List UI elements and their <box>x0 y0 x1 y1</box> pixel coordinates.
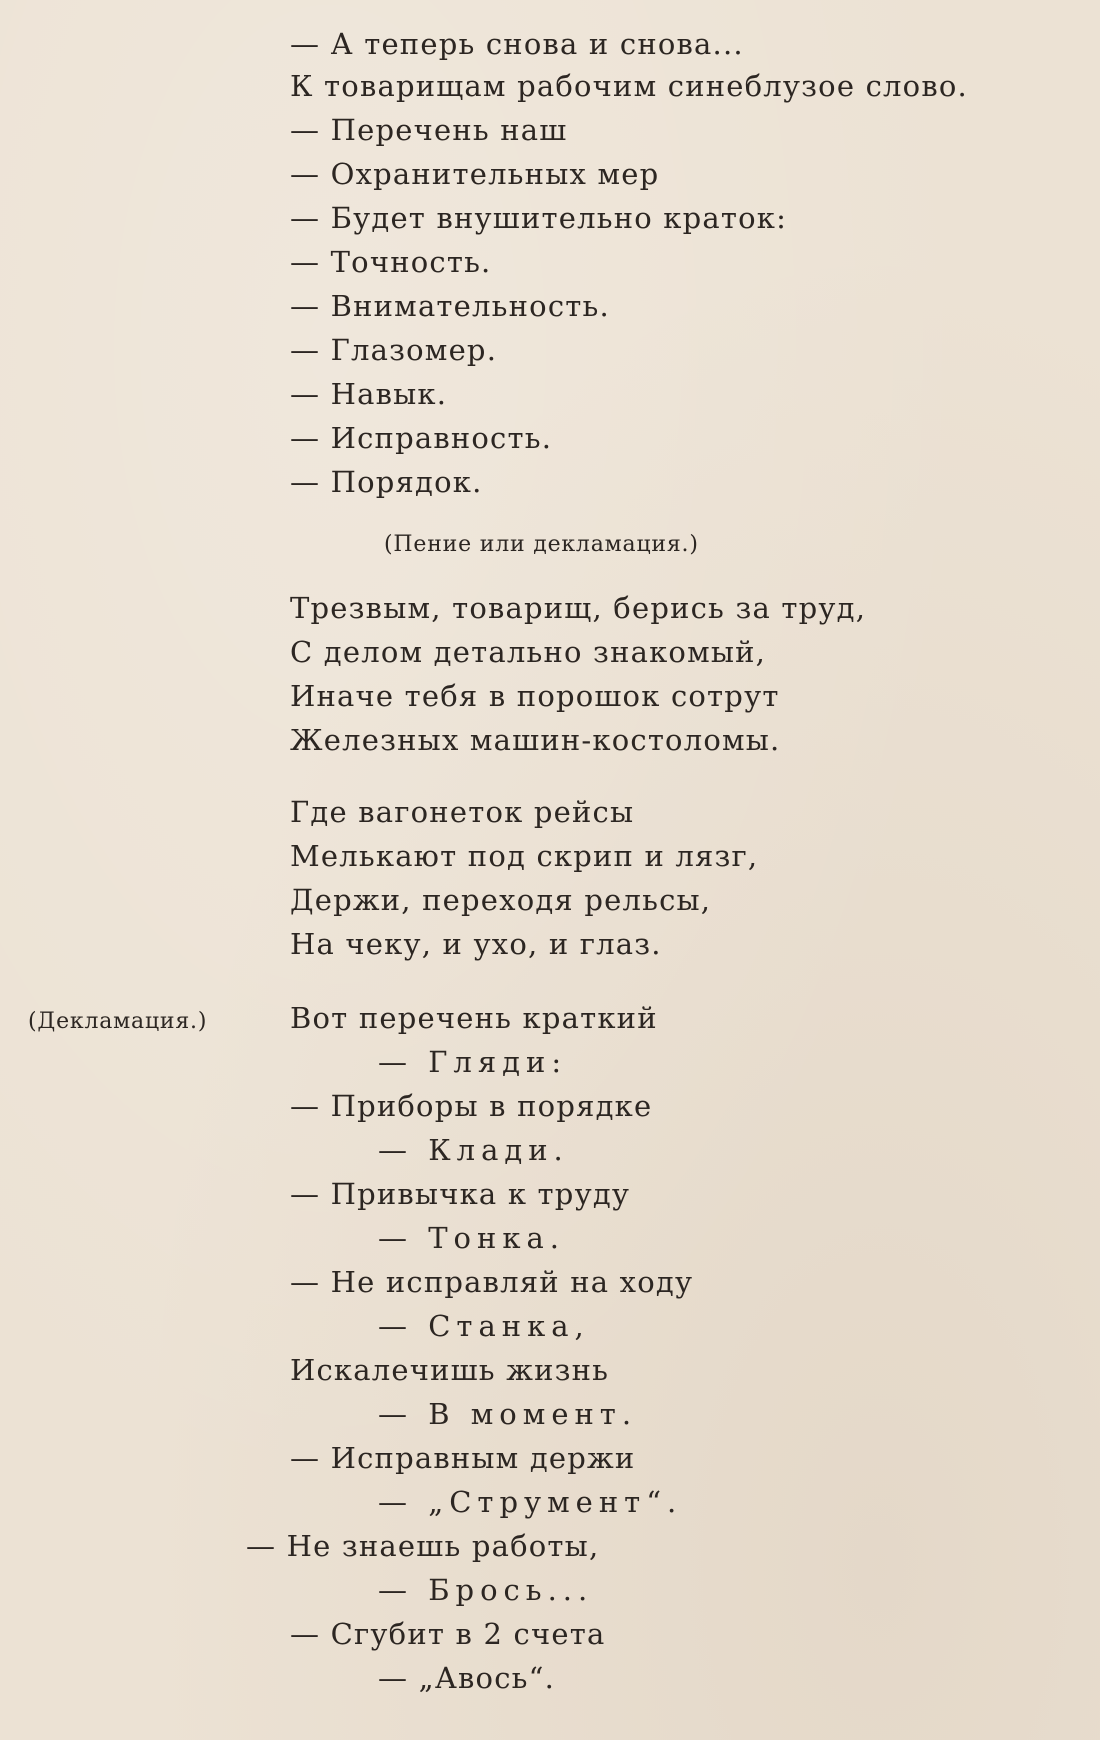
verse-line: — Тонка. <box>378 1221 565 1255</box>
verse-line: — Будет внушительно краток: <box>290 201 788 235</box>
verse-line: — Исправным держи <box>290 1441 636 1475</box>
verse-line: — Гляди: <box>378 1045 568 1079</box>
verse-line: Трезвым, товарищ, берись за труд, <box>290 591 867 625</box>
verse-line: — Клади. <box>378 1133 569 1167</box>
verse-line: — Перечень наш <box>290 113 568 147</box>
verse-line: Держи, переходя рельсы, <box>290 883 712 917</box>
verse-line: Мелькают под скрип и лязг, <box>290 839 759 873</box>
verse-line: — Порядок. <box>290 465 483 499</box>
verse-line: — А теперь снова и снова... <box>290 27 744 61</box>
verse-line: Вот перечень краткий <box>290 1001 658 1035</box>
verse-line: Искалечишь жизнь <box>290 1353 610 1387</box>
verse-line: К товарищам рабочим синеблузое слово. <box>290 69 968 103</box>
verse-line: — Навык. <box>290 377 448 411</box>
verse-line: — „Авось“. <box>378 1661 556 1695</box>
verse-line: Где вагонеток рейсы <box>290 795 635 829</box>
verse-line: — Приборы в порядке <box>290 1089 653 1123</box>
verse-line: — Глазомер. <box>290 333 498 367</box>
verse-line: — Станка, <box>378 1309 590 1343</box>
verse-line: С делом детально знакомый, <box>290 635 767 669</box>
verse-line: На чеку, и ухо, и глаз. <box>290 927 662 961</box>
verse-line: — Внимательность. <box>290 289 610 323</box>
verse-line: — Привычка к труду <box>290 1177 631 1211</box>
verse-line: Иначе тебя в порошок сотрут <box>290 679 780 713</box>
verse-line: — Брось... <box>378 1573 594 1607</box>
stage-direction: (Декламация.) <box>28 1009 208 1034</box>
verse-line: — Исправность. <box>290 421 553 455</box>
verse-line: — Точность. <box>290 245 492 279</box>
verse-line: — Не исправляй на ходу <box>290 1265 694 1299</box>
verse-line: — Не знаешь работы, <box>246 1529 600 1563</box>
stage-direction: (Пение или декламация.) <box>384 532 699 557</box>
verse-line: Железных машин-костоломы. <box>290 723 781 757</box>
verse-line: — Охранительных мер <box>290 157 660 191</box>
verse-line: — Сгубит в 2 счета <box>290 1617 606 1651</box>
verse-line: — „Струмент“. <box>378 1485 683 1519</box>
verse-line: — В момент. <box>378 1397 638 1431</box>
